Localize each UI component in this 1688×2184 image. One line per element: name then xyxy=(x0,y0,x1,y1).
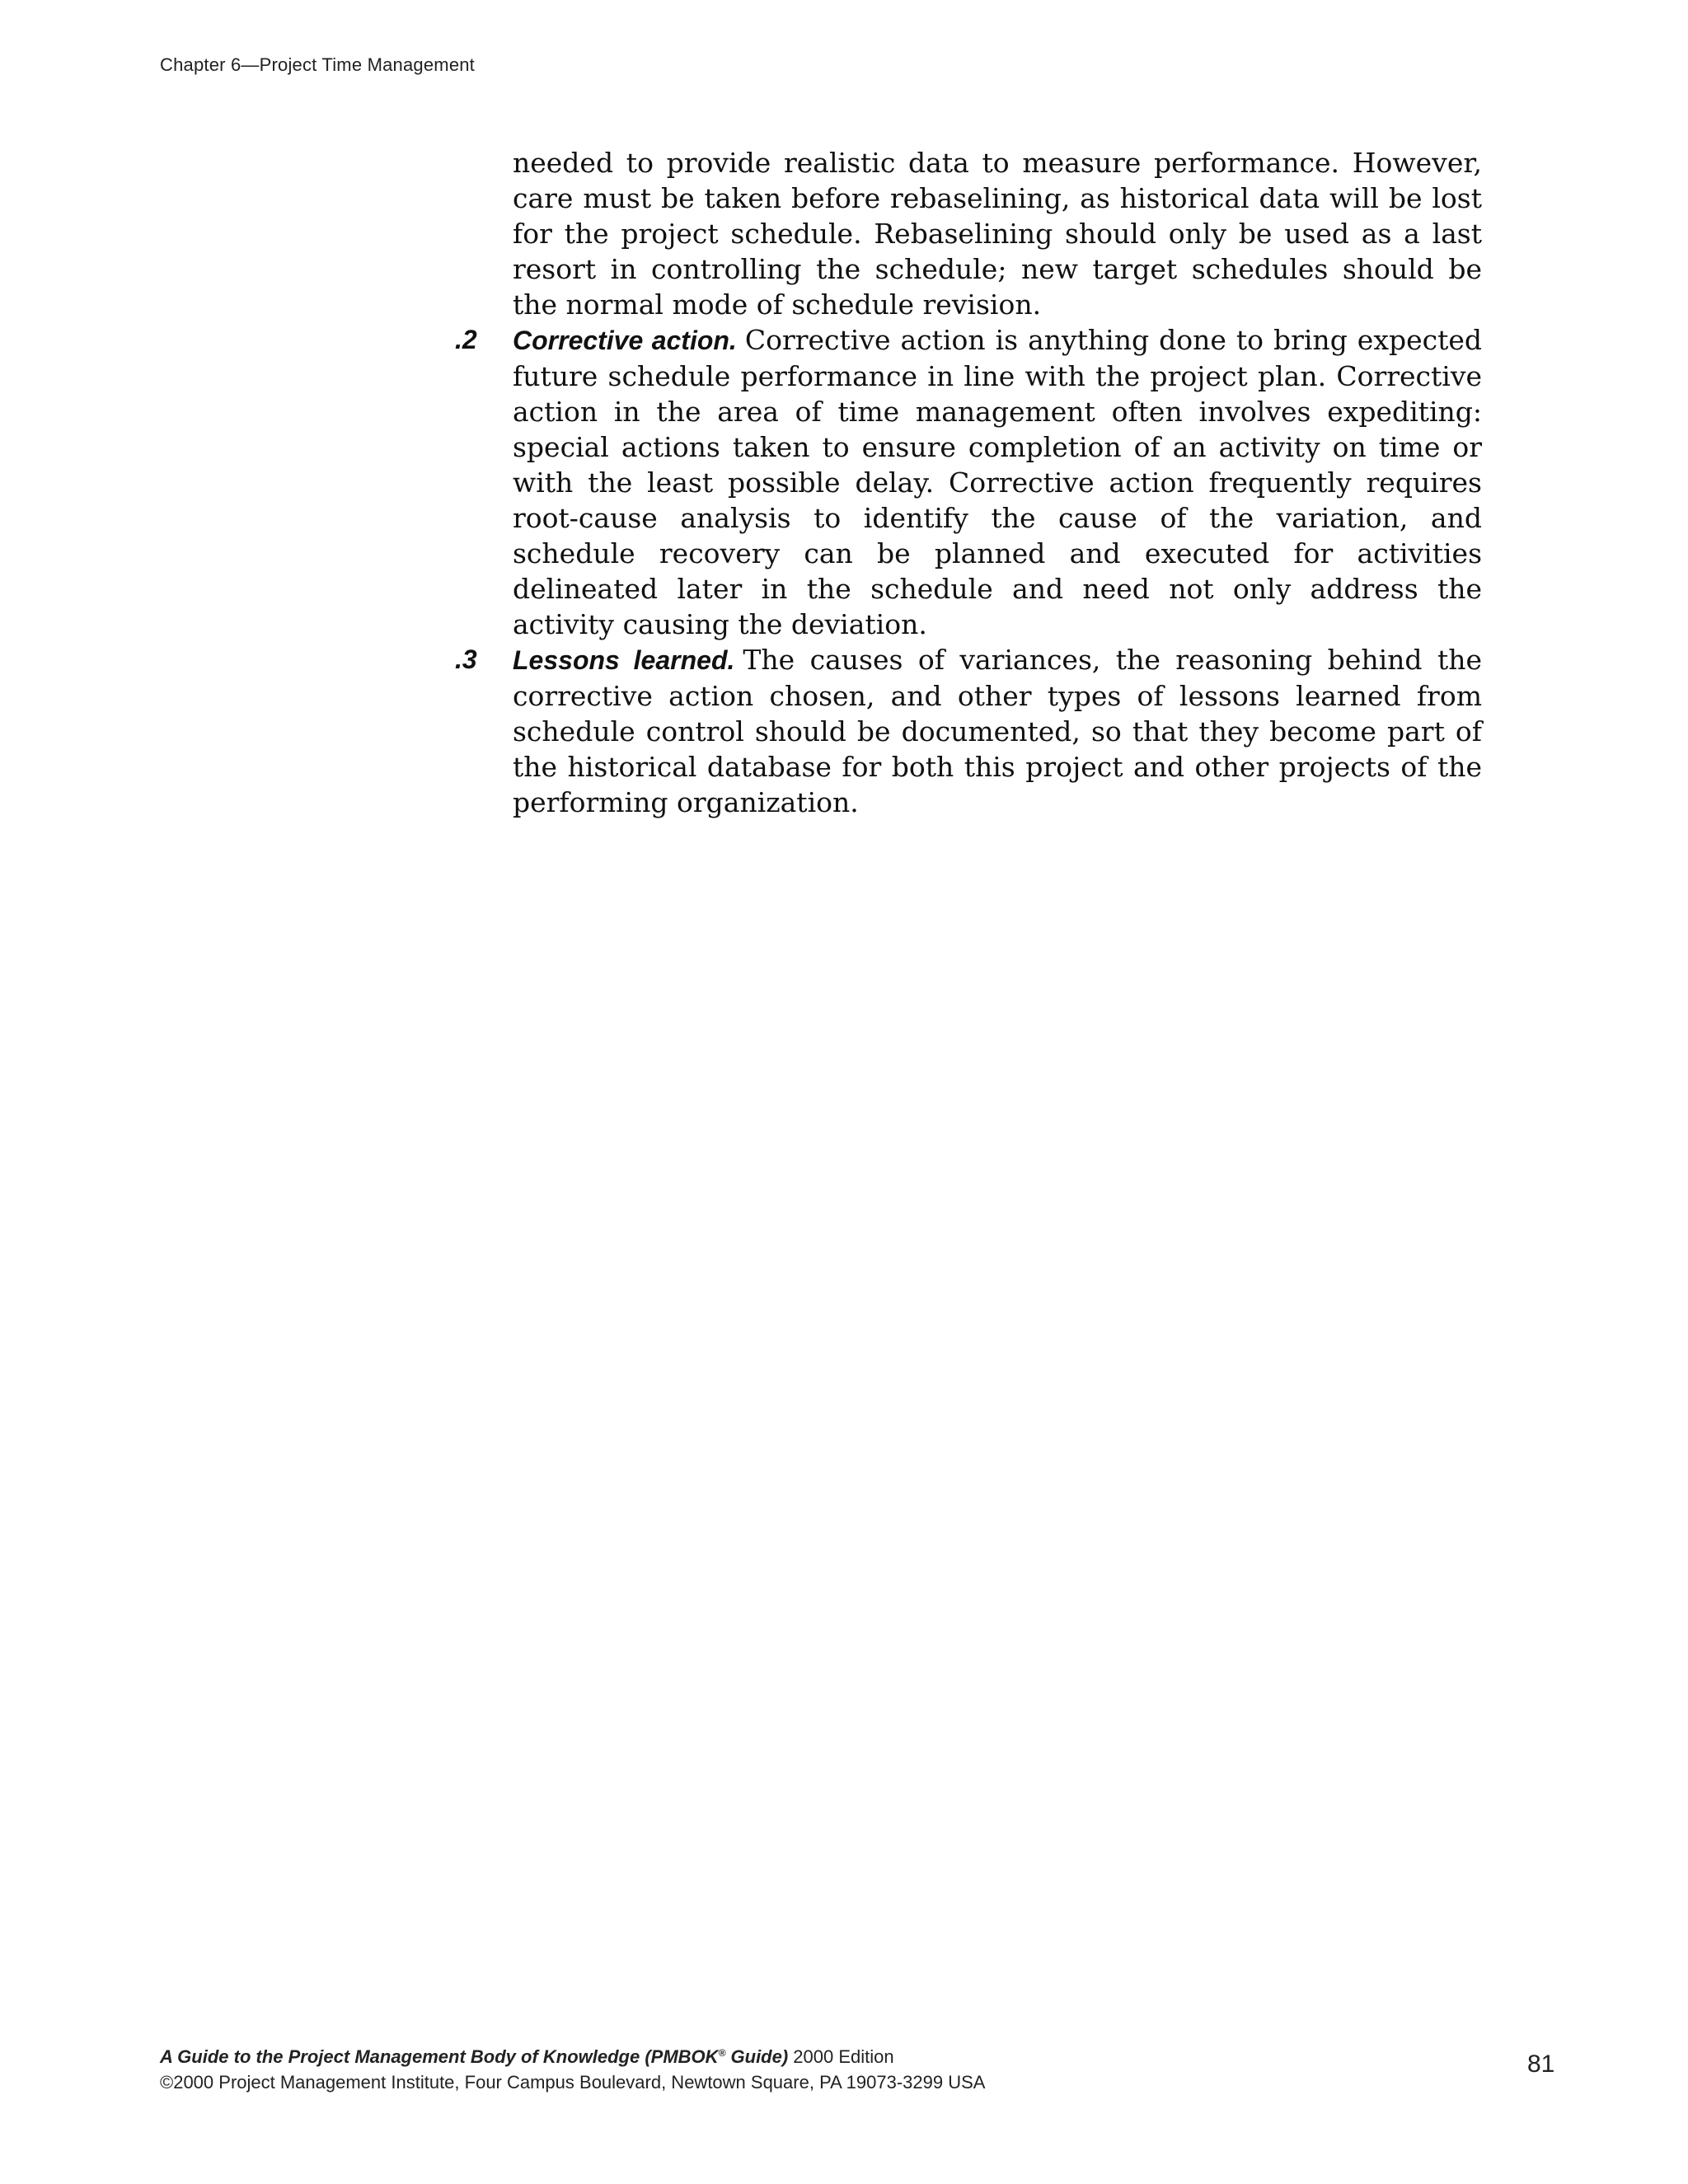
body-text xyxy=(455,145,1482,820)
item-number: .2 xyxy=(455,325,477,354)
footer-book-title-part: A Guide to the Project Management Body of Knowledge (PMBOK xyxy=(160,2046,719,2067)
running-head: Chapter 6—Project Time Management xyxy=(160,54,475,75)
list-item-lessons-learned xyxy=(455,642,1482,820)
footer-book-title xyxy=(160,2046,788,2067)
page-number: 81 xyxy=(1527,2050,1555,2078)
item-title: Lessons learned. xyxy=(513,645,735,675)
footer-book-line xyxy=(160,2041,985,2069)
footer-copyright: ©2000 Project Management Institute, Four Campus Boulevard, Newtown Square, PA 19073-3299 USA xyxy=(160,2072,986,2093)
item-text: The causes of variances, the reasoning behind the corrective action chosen, and other types of lessons learned from schedule control should be documented, so that they become part of the historical database for both this project and other projects of the performing organization. xyxy=(513,644,1482,818)
item-title: Corrective action. xyxy=(513,326,737,355)
continuation-paragraph: needed to provide realistic data to measure performance. However, care must be taken before rebaselining, as historical data will be lost for the project schedule. Rebaselining should only be used as a last resort in controlling the schedule; new target schedules should be the normal mode of schedule revision. xyxy=(513,147,1482,321)
footer-book-title-part: Guide) xyxy=(725,2046,789,2067)
item-text: Corrective action is anything done to bring expected future schedule performance in line with the project plan. Corrective action in the area of time management often involves expediting: special actions taken to ensure completion of an activity on time or with the least possible delay. Corrective action frequently requires root-cause analysis to identify the cause of the variation, and schedule recovery can be planned and executed for activities delineated later in the schedule and need not only address the activity causing the deviation. xyxy=(513,324,1483,640)
footer xyxy=(160,2041,985,2095)
item-number: .3 xyxy=(455,644,477,674)
footer-edition: 2000 Edition xyxy=(788,2046,894,2067)
list-item-corrective-action xyxy=(455,322,1482,642)
registered-mark: ® xyxy=(718,2047,726,2059)
